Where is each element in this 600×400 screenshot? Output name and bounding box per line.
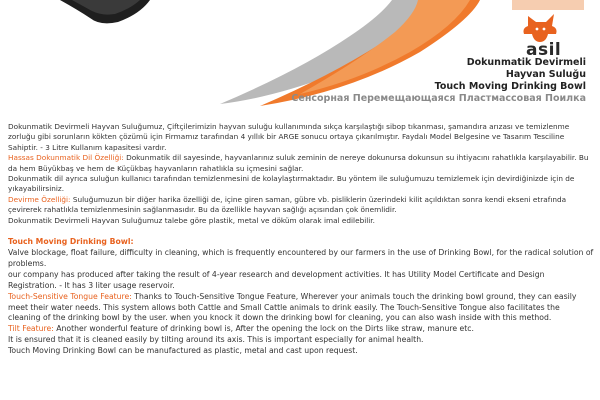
en-paragraph-tilt: [8, 324, 594, 335]
tr-paragraph-materials: Dokunmatik Devirmeli Hayvan Suluğumuz talebe göre plastik, metal ve döküm olarak imal edilebilir.: [8, 215, 375, 225]
title-tr-line-1: Dokunmatik Devirmeli: [466, 57, 586, 68]
tr-paragraph-tilt: [8, 195, 594, 216]
en-heading: [8, 237, 594, 248]
description-content: [8, 122, 594, 357]
tr-tongue-text: Dokunmatik dil sayesinde, hayvanlarınız suluk zeminin de nereye dokunursa dokunsun su ihtiyacını rahatlıkla karşılayabilir. Bu da hem Büyükbaş ve hem de Küçükbaş hayvanların rahatlıkla su içmesini sağlar.: [8, 153, 589, 173]
tr-paragraph-cleaning: Dokunmatik dil ayrıca suluğun kullanıcı tarafından temizlenmesini de kolaylaştırmaktadır. Bu yöntem ile suluğumuzu temizlemek için devirdiğinizde için de yıkayabilirsiniz.: [8, 174, 575, 194]
tr-paragraph-intro: Dokunmatik Devirmeli Hayvan Suluğumuz, Çiftçilerimizin hayvan suluğu kullanımında sıkça karşılaştığı sibop tıkanması, şamandıra arızası ve temizlenme zorluğu gibi sorunların kökten çözümü için Firmamız tarafından 4 yıllık bir ARGE sonucu ortaya çıkarılmıştır. Faydalı Model Belgesine ve Tasarım Tesciline Sahiptir. - 3 Litre Kullanım kapasitesi vardır.: [8, 122, 570, 152]
product-title-block: [291, 57, 586, 105]
en-paragraph-research: our company has produced after taking the result of 4-year research and development activities. It has Utility Model Certificate and Design Registration. - It has 3 liter usage reservoir.: [8, 269, 545, 290]
title-ru: Сенсорная Перемещающаяся Пластмассовая Поилка: [291, 93, 586, 104]
en-paragraph-tongue: [8, 292, 594, 325]
title-tr-line-2: Hayvan Suluğu: [505, 69, 586, 80]
section-gap: [8, 226, 594, 237]
en-heading-label: Touch Moving Drinking Bowl:: [8, 237, 134, 247]
tr-tongue-label: Hassas Dokunmatik Dil Özelliği:: [8, 153, 124, 163]
en-tongue-text: Thanks to Touch-Sensitive Tongue Feature, Wherever your animals touch the drinking bowl ground, they can easily meet their water needs. This system allows both Cattle and Small Cattle animals to drink easily. The Touch-Sensitive Tongue also facilitates the cleaning of the drinking bowl by the user. when you knock it down the drinking bowl for cleaning, you can also wash inside with this method.: [8, 291, 577, 323]
en-paragraph-materials: Touch Moving Drinking Bowl can be manufactured as plastic, metal and cast upon request.: [8, 346, 358, 356]
en-tilt-text: Another wonderful feature of drinking bowl is, After the opening the lock on the Dirts like straw, manure etc.: [53, 324, 474, 334]
en-tilt-label: Tilt Feature:: [8, 324, 54, 334]
en-paragraph-health: It is ensured that it is cleaned easily by tilting around its axis. This is important especially for animal health.: [8, 335, 424, 345]
en-tongue-label: Touch-Sensitive Tongue Feature:: [8, 291, 132, 301]
brand-logo-word: asil: [526, 40, 562, 60]
tr-tilt-text: Suluğumuzun bir diğer harika özelliği de, içine giren saman, gübre vb. pisliklerin üzerindeki kilit açıldıktan sonra kendi ekseni etrafında çevirerek rahatlıkla temizlenmesinin sağlanmasıdır. Bu da özellikle hayvan sağlığı açısından çok önemlidir.: [8, 194, 567, 215]
title-en: Touch Moving Drinking Bowl: [434, 81, 586, 92]
tr-paragraph-tongue: [8, 153, 594, 174]
tr-tilt-label: Devirme Özelliği:: [8, 194, 71, 204]
en-paragraph-intro: Valve blockage, float failure, difficulty in cleaning, which is frequently encountered by our farmers in the use of Drinking Bowl, for the radical solution of problems.: [8, 247, 594, 268]
